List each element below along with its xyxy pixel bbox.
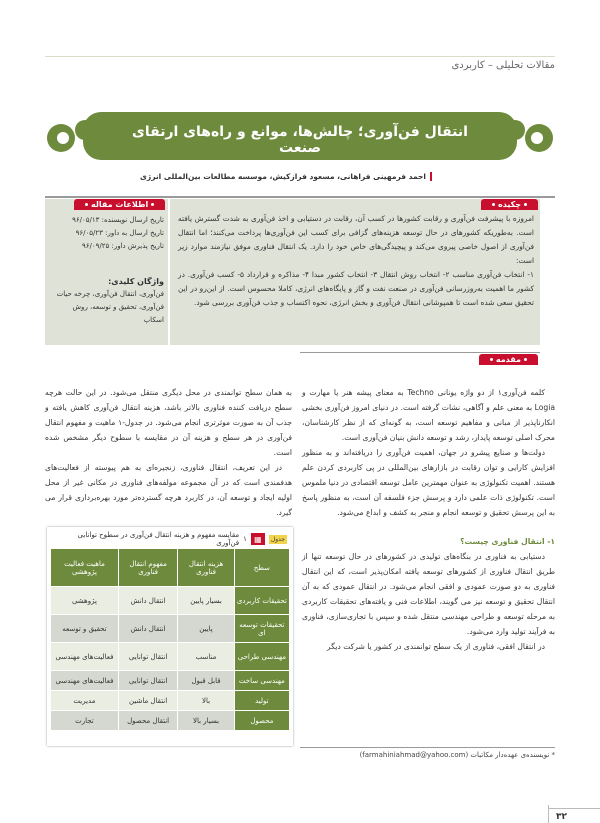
cell: تجارت: [51, 711, 119, 731]
cell: قابل قبول: [178, 671, 234, 691]
article-info: [50, 214, 164, 327]
table-header-row: [51, 549, 290, 587]
section-label: مقالات تحلیلی – کاربردی: [451, 60, 555, 71]
section-heading: ۱- انتقال فناوری چیست؟: [460, 537, 555, 546]
table-row: [51, 615, 290, 643]
table-row: [51, 671, 290, 691]
article-title: انتقال فن‌آوری؛ چالش‌ها، موانع و راه‌های ارتقای صنعت: [132, 124, 468, 156]
cell: انتقال دانش: [118, 587, 177, 615]
cell: بسیار بالا: [178, 711, 234, 731]
header-divider: [45, 56, 555, 57]
cell: پایین: [178, 615, 234, 643]
abstract-label: چکیده: [481, 199, 538, 210]
cell: تحقیق و توسعه: [51, 615, 119, 643]
date-accepted: تاریخ پذیرش داور: ۹۶/۰۹/۲۵: [81, 242, 164, 250]
level-cell: تحقیقات توسعه ای: [234, 615, 289, 643]
cell: مدیریت: [51, 691, 119, 711]
table-grid-icon: ▦: [251, 533, 265, 545]
paragraph: کلمه فن‌آوری۱ از دو واژه یونانی Techno به معنای پیشه هنر یا مهارت و Logia به معنی علم و آگاهی، نشات گرفته است. در دنیای امروز فن‌آوری بخشی انکارناپذیر از مبانی و مفاهیم توسعه است، به گونه‌ای که از نظر کارشناسان، محرک اصلی توسعه پایدار، رشد و توسعه دانش بنیان فن‌آوری است.: [302, 388, 555, 442]
footnote-divider: [300, 747, 555, 748]
paragraph: در انتقال افقی، فناوری از یک سطح توانمندی در کشور یا شرکت دیگر: [326, 642, 545, 651]
footnote: * نویسنده‌ی عهده‌دار مکاتبات (farmahiniahmad@yahoo.com): [359, 751, 555, 759]
abstract-paragraph: ۱- انتخاب فن‌آوری مناسب ۲- انتخاب روش انتقال ۳- انتخاب کشور مبدا ۴- مذاکره و قرارداد ۵- کسب فن‌آوری. در کشور ما اهمیت به‌روزرسانی فن‌آوری در صنعت نفت و گاز و پایگاه‌های انرژی، کاملا محسوس است. از این‌رو در این تحقیق سعی شده است تا همپوشانی انتقال فن‌آوری و بخش انرژی، نحوه اکتساب و جذب فن‌آوری بررسی شود.: [178, 270, 534, 307]
header-cell: ماهیت فعالیت پژوهشی: [51, 549, 119, 587]
article-info-label: اطلاعات مقاله: [74, 199, 165, 210]
cell: انتقال توانایی: [118, 671, 177, 691]
level-cell: تولید: [234, 691, 289, 711]
keywords-label: واژگان کلیدی:: [108, 277, 164, 286]
intro-divider: [300, 352, 540, 353]
cell: پژوهشی: [51, 587, 119, 615]
right-column: [302, 385, 555, 654]
level-cell: مهندسی طراحی: [234, 643, 289, 671]
level-cell: تحقیقات کاربردی: [234, 587, 289, 615]
page-number-rule: [548, 808, 600, 809]
table-number: ۱: [243, 535, 247, 543]
cell: فعالیت‌های مهندسی: [51, 643, 119, 671]
abstract-paragraph: امروزه با پیشرفت فن‌آوری و رقابت کشورها در کسب آن، رقابت در دستیابی و اخذ فن‌آوری به شدت گسترش یافته است. به‌طوریکه کشورهای در حال توسعه هزینه‌های گزافی برای کسب این فن‌آوری‌ها پرداخت می‌کنند؛ اما انتقال فن‌آوری از اصول خاصی پیروی می‌کند و پیچیدگی‌های خاص خود را دارد. یک انتقال فناوری موفق نیازمند موارد زیر است:: [178, 214, 534, 265]
table-row: [51, 643, 290, 671]
date-to-reviewer: تاریخ ارسال به داور: ۹۶/۰۵/۲۳: [75, 229, 164, 237]
paragraph: در این تعریف، انتقال فناوری، زنجیره‌ای به هم پیوسته از فعالیت‌های هدفمندی است که در آن مجموعه مولفه‌های فناوری در مکانی غیر از محل اولیه ایجاد و توسعه آن، در کاربرد هرچه گسترده‌تر مورد بهره‌برداری قرار می گیرد.: [45, 463, 292, 517]
cell: انتقال ماشین: [118, 691, 177, 711]
abstract-divider: [45, 196, 555, 198]
authors: احمد فرمهینی فراهانی، مسعود فرازکیش، موسسه مطالعات بین‌المللی انرژی: [140, 172, 432, 181]
table-row: [51, 691, 290, 711]
header-cell: مفهوم انتقال فناوری: [118, 549, 177, 587]
abstract-text: [178, 212, 534, 310]
paragraph: به همان سطح توانمندی در محل دیگری منتقل می‌شود. در این حالت هرچه سطح دریافت کننده فناوری بالاتر باشد، هزینه انتقال فن‌آوری کاهش یافته و جذب آن به صورت موثرتری انجام می‌شود. در جدول-۱ ماهیت و مفهوم انتقال فن‌آوری در هر سطح و هزینه آن در مقایسه با سطوح دیگر مشخص شده است.: [45, 388, 293, 457]
cell: فعالیت‌های مهندسی: [51, 671, 119, 691]
paragraph: دولت‌ها و صنایع پیشرو در جهان، اهمیت فن‌آوری را دریافته‌اند و به منظور افزایش کارایی و توان رقابت در بازارهای بین‌المللی در پی کاربردی کردن علم هستند. اهمیت تکنولوژی به عنوان مهمترین عامل توسعه اقتصادی در دنیا ملموس است. تکنولوژی ذات علمی دارد و پرسش جزء فلسفه آن است، به منظور پاسخ به این پرسش تحقیق و توسعه انجام و منجر به کشف و ابداع می‌شود.: [302, 448, 555, 517]
cell: انتقال توانایی: [118, 643, 177, 671]
paragraph: دستیابی به فناوری در بنگاه‌های تولیدی در کشورهای در حال توسعه تنها از طریق انتقال فناوری از کشورهای توسعه یافته امکان‌پذیر است، که این انتقال فناوری به دو صورت عمودی و افقی انجام می‌شود. در انتقال عمودی که به آن انتقال تحقیق و توسعه نیز می گویند، اطلاعات فنی و یافته‌های تحقیقات کاربردی به مرحله توسعه و طراحی مهندسی منتقل شده و سپس با تجاری‌سازی، فناوری به فرآیند تولید وارد می‌شود.: [302, 552, 555, 636]
comparison-table: [50, 548, 290, 731]
table-caption: [50, 530, 290, 548]
cell: بالا: [178, 691, 234, 711]
table-1: [47, 527, 293, 746]
table-caption-text: مقایسه مفهوم و هزینه انتقال فن‌آوری در سطوح توانایی فن‌آوری: [77, 531, 240, 547]
table-row: [51, 587, 290, 615]
cell: انتقال دانش: [118, 615, 177, 643]
level-cell: محصول: [234, 711, 289, 731]
keywords: فن‌آوری، انتقال فن‌آوری، چرخه حیات فن‌آوری، تحقیق و توسعه، روش اسکاپ: [56, 290, 164, 324]
intro-label: مقدمه: [479, 354, 538, 365]
date-submitted: تاریخ ارسال نویسنده: ۹۶/۰۵/۱۳: [72, 216, 164, 224]
level-cell: مهندسی ساخت: [234, 671, 289, 691]
header-cell: سطح: [234, 549, 289, 587]
table-row: [51, 711, 290, 731]
left-column: [45, 385, 292, 520]
cell: مناسب: [178, 643, 234, 671]
page-number: ۳۲: [556, 812, 567, 822]
header-cell: هزینه انتقال فناوری: [178, 549, 234, 587]
cell: انتقال محصول: [118, 711, 177, 731]
table-label: جدول: [270, 535, 285, 543]
cell: بسیار پایین: [178, 587, 234, 615]
